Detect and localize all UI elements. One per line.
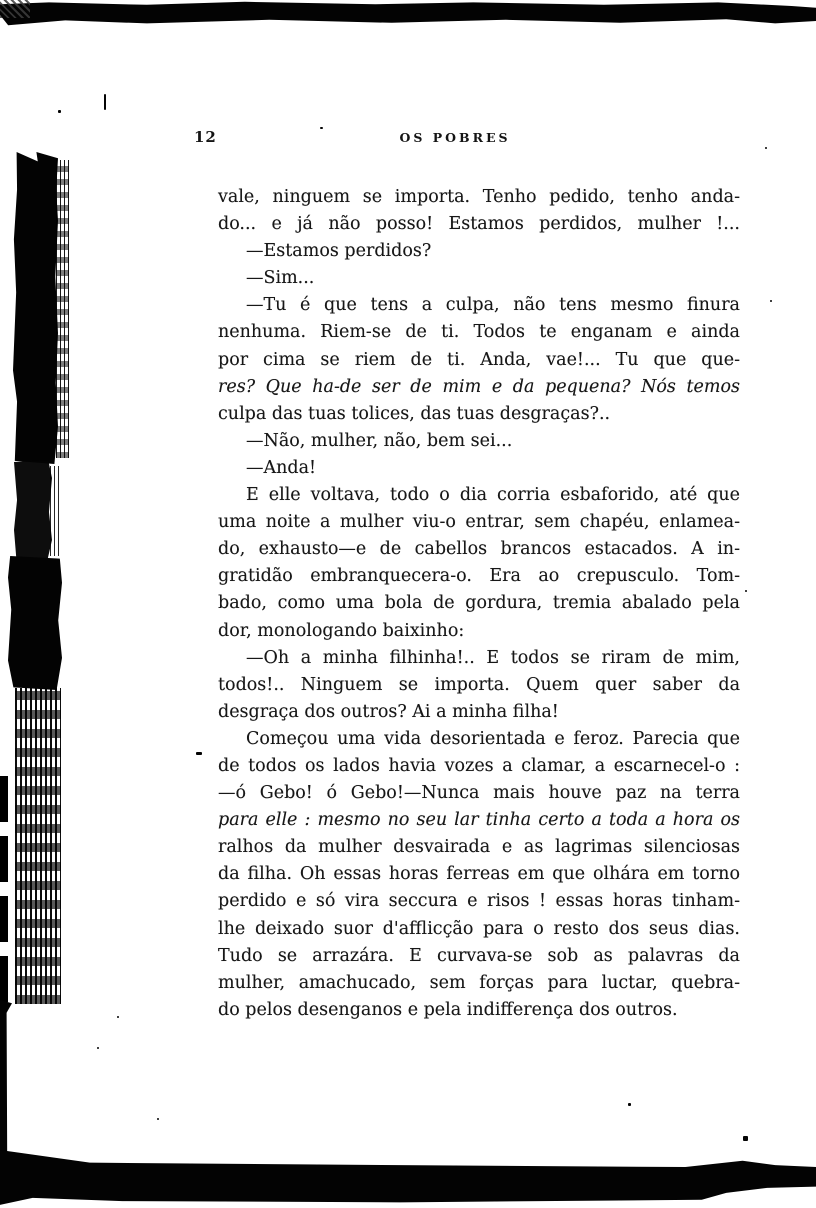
text-line: dor, monologando baixinho: <box>218 620 465 641</box>
text-block <box>218 184 740 1024</box>
text-line: —Estamos perdidos? <box>246 241 432 262</box>
text-line: desgraça dos outros? Ai a minha filha! <box>218 701 559 722</box>
text-line: —Não, mulher, não, bem sei... <box>246 430 513 451</box>
text-line: do... e já não posso! Estamos perdidos, mulher !... <box>218 214 740 235</box>
text-line: do, exhausto—e de cabellos brancos estacados. A in- <box>218 539 740 560</box>
scan-artifact-speck <box>196 752 202 755</box>
text-line: vale, ninguem se importa. Tenho pedido, tenho anda- <box>218 187 740 207</box>
scan-artifact-speck <box>117 1016 119 1018</box>
scan-artifact-corner-speckle <box>0 0 30 18</box>
text-line: culpa das tuas tolices, das tuas desgraças?.. <box>218 403 611 424</box>
page-title: OS POBRES <box>399 130 511 145</box>
scan-artifact-speck <box>628 1103 631 1106</box>
scan-artifact-left-smudge <box>8 556 62 690</box>
text-line: perdido e só vira seccura e risos ! essas horas tinham- <box>218 891 740 912</box>
text-line: uma noite a mulher viu-o entrar, sem chapéu, enlamea- <box>218 512 740 533</box>
text-line: mulher, amachucado, sem forças para luctar, quebra- <box>218 972 740 993</box>
scan-artifact-left-smudge <box>13 152 58 464</box>
scan-artifact-speck <box>765 147 767 149</box>
scan-artifact-speck <box>743 1136 748 1141</box>
text-line: por cima se riem de ti. Anda, vae!... Tu que que- <box>218 349 740 370</box>
text-line: E elle voltava, todo o dia corria esbaforido, até que <box>246 485 740 506</box>
text-line: Começou uma vida desorientada e feroz. Parecia que <box>246 728 740 749</box>
text-line: de todos os lados havia vozes a clamar, a escarnecel-o : <box>218 755 740 776</box>
text-line: do pelos desenganos e pela indifferença dos outros. <box>218 999 678 1020</box>
scan-artifact-top-rule <box>55 25 783 30</box>
text-line: res? Que ha-de ser de mim e da pequena? Nós temos <box>218 376 740 397</box>
text-line: para elle : mesmo no seu lar tinha certo a toda a hora os <box>218 810 740 831</box>
scan-artifact-bottom-band <box>0 1145 816 1208</box>
scan-artifact-speck <box>157 1118 159 1120</box>
text-line: —ó Gebo! ó Gebo!—Nunca mais houve paz na terra <box>218 783 740 804</box>
text-line: nenhuma. Riem-se de ti. Todos te enganam e ainda <box>218 322 740 343</box>
scan-artifact-left-smudge <box>50 466 62 556</box>
text-line: —Sim... <box>246 268 315 289</box>
running-head <box>194 128 740 148</box>
text-line: —Tu é que tens a culpa, não tens mesmo finura <box>246 295 740 316</box>
scan-artifact-speck <box>97 1047 99 1049</box>
text-line: todos!.. Ninguem se importa. Quem quer saber da <box>218 674 740 695</box>
scan-artifact-left-smudge <box>15 688 61 1004</box>
text-line: da filha. Oh essas horas ferreas em que olhára em torno <box>218 864 740 885</box>
text-line: ralhos da mulher desvairada e as lagrimas silenciosas <box>218 837 740 858</box>
scan-artifact-left-smudge <box>56 160 69 458</box>
scan-artifact-speck <box>745 590 747 592</box>
text-line: —Anda! <box>246 457 317 478</box>
scan-artifact-left-edge-bar <box>0 1000 12 1160</box>
scan-artifact-speck <box>58 110 61 113</box>
text-line: bado, como uma bola de gordura, tremia abalado pela <box>218 593 740 614</box>
scan-artifact-left-edge-bar <box>0 770 8 1002</box>
text-line: gratidão embranquecera-o. Era ao crepusculo. Tom- <box>218 566 740 587</box>
text-line: —Oh a minha filhinha!.. E todos se riram de mim, <box>246 647 740 668</box>
scan-artifact-speck <box>770 300 772 302</box>
scan-artifact-left-smudge <box>14 460 52 560</box>
text-line: lhe deixado suor d'afflicção para o resto dos seus dias. <box>218 918 740 939</box>
page-number: 12 <box>194 128 217 146</box>
text-line: Tudo se arrazára. E curvava-se sob as palavras da <box>218 945 740 966</box>
scan-artifact-speck <box>104 94 106 110</box>
